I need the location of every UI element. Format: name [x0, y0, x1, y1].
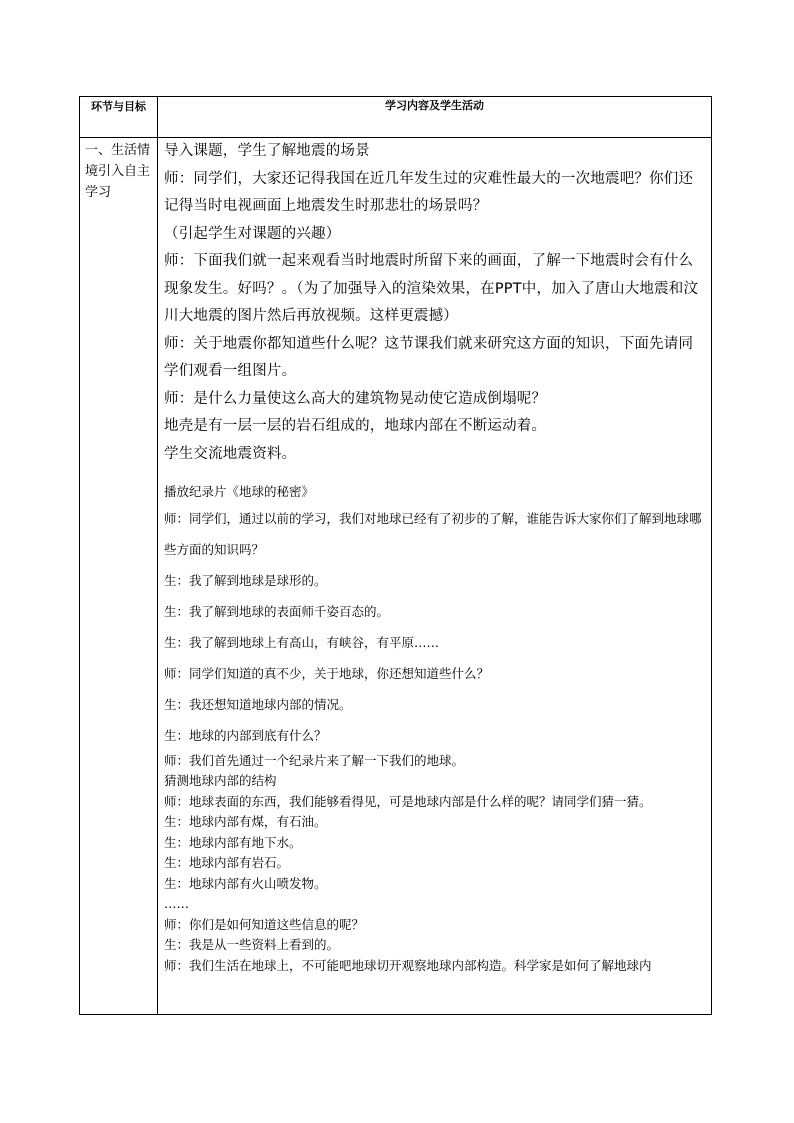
paragraph: 导入课题，学生了解地震的场景	[164, 143, 370, 159]
paragraph: 师：同学们，大家还记得我国在近几年发生过的灾难性最大的一次地震吧？你们还记得当时电视画面上地震发生时那悲壮的场景吗？	[164, 170, 694, 214]
content-cell	[158, 138, 712, 1015]
paragraph: 师：是什么力量使这么高大的建筑物晃动使它造成倒塌呢？	[164, 390, 547, 407]
paragraph: 生：我还想知道地球内部的情况。	[164, 696, 352, 712]
paragraph: 播放纪录片《地球的秘密》	[164, 484, 315, 499]
paragraph: 师：同学们知道的真不少，关于地球，你还想知道些什么？	[164, 665, 490, 681]
table-header-row	[80, 97, 712, 138]
paragraph: 学生交流地震资料。	[164, 445, 297, 462]
paragraph: 生：我了解到地球上有高山，有峡谷，有平原……	[164, 634, 440, 650]
paragraph: 师：我们首先通过一个纪录片来了解一下我们的地球。	[164, 752, 465, 768]
paragraph: 师：同学们，通过以前的学习，我们对地球已经有了初步的了解，谁能告诉大家你们了解到地球哪些方面的知识吗？	[164, 510, 702, 557]
paragraph: 师：关于地震你都知道些什么呢？这节课我们就来研究这方面的知识，下面先请同学们观看一组图片。	[164, 335, 694, 379]
paragraph: 生：地球内部有岩石。	[164, 855, 290, 870]
paragraph: 师：你们是如何知道这些信息的呢？	[164, 916, 365, 932]
paragraph: 师：我们生活在地球上，不可能吧地球切开观察地球内部构造。科学家是如何了解地球内	[164, 957, 652, 973]
paragraph: 师：地球表面的东西，我们能够看得见，可是地球内部是什么样的呢？请同学们猜一猜。	[164, 793, 652, 809]
lesson-plan-table	[79, 96, 712, 1015]
paragraph: 生：地球的内部到底有什么？	[164, 727, 327, 743]
paragraph: 生：地球内部有地下水。	[164, 834, 302, 850]
paragraph: 生：我是从一些资料上看到的。	[164, 937, 340, 952]
header-content-activity: 学习内容及学生活动	[158, 97, 712, 138]
paragraph: 地壳是有一层一层的岩石组成的，地球内部在不断运动着。	[164, 418, 547, 434]
paragraph: 生：我了解到地球的表面师千姿百态的。	[164, 603, 390, 619]
table-row	[80, 138, 712, 1015]
stage-cell: 一、生活情境引入自主学习	[80, 138, 158, 1015]
paragraph: 师：下面我们就一起来观看当时地震时所留下来的画面，了解一下地震时会有什么现象发生。好吗？。（为了加强导入的渲染效果，在PPT中，加入了唐山大地震和汶川大地震的图片然后再放视频。这样更震撼）	[164, 253, 699, 324]
paragraph: 生：地球内部有火山喷发物。	[164, 875, 327, 891]
paragraph: ……	[164, 896, 189, 911]
paragraph: 猜测地球内部的结构	[164, 773, 277, 788]
paragraph: （引起学生对课题的兴趣）	[164, 225, 341, 242]
paragraph: 生：地球内部有煤，有石油。	[164, 814, 327, 829]
spacer	[164, 468, 707, 482]
paragraph: 生：我了解到地球是球形的。	[164, 572, 327, 588]
header-stage-goal: 环节与目标	[80, 97, 158, 138]
